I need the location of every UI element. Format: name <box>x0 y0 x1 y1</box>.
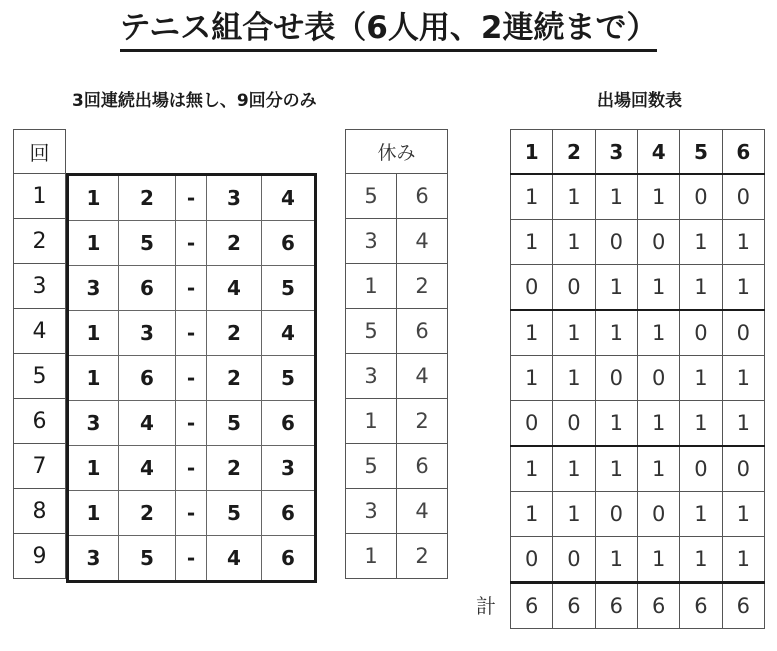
rest-row <box>346 309 448 354</box>
count-cell: 0 <box>595 356 637 401</box>
count-cell: 0 <box>637 356 679 401</box>
rest-player: 2 <box>397 534 448 579</box>
rest-player: 5 <box>346 444 397 489</box>
counts-table-title: 出場回数表 <box>597 91 682 111</box>
match-row <box>68 446 316 491</box>
pair-b-player-2: 6 <box>262 536 316 582</box>
round-cell: 5 <box>14 354 66 399</box>
count-cell: 1 <box>553 446 595 492</box>
round-header: 回 <box>14 130 66 174</box>
count-cell: 0 <box>722 446 764 492</box>
rest-player: 1 <box>346 399 397 444</box>
count-cell: 1 <box>637 310 679 356</box>
pair-b-player-1: 5 <box>207 401 262 446</box>
versus-separator: - <box>176 175 207 221</box>
count-cell: 1 <box>595 446 637 492</box>
pair-a-player-1: 1 <box>68 446 119 491</box>
round-cell: 2 <box>14 219 66 264</box>
rest-row <box>346 219 448 264</box>
rest-player: 4 <box>397 354 448 399</box>
count-cell: 1 <box>637 537 679 583</box>
pair-b-player-1: 2 <box>207 356 262 401</box>
count-cell: 0 <box>511 537 553 583</box>
count-cell: 1 <box>511 492 553 537</box>
count-row <box>511 492 765 537</box>
count-cell: 1 <box>511 174 553 220</box>
total-cell: 6 <box>511 583 553 629</box>
rest-player: 1 <box>346 534 397 579</box>
pair-a-player-1: 1 <box>68 311 119 356</box>
versus-separator: - <box>176 311 207 356</box>
rest-row <box>346 264 448 309</box>
match-row <box>68 221 316 266</box>
page-title <box>0 8 777 52</box>
total-cell: 6 <box>637 583 679 629</box>
round-cell: 1 <box>14 174 66 219</box>
count-cell: 0 <box>553 265 595 311</box>
total-cell: 6 <box>722 583 764 629</box>
count-row <box>511 537 765 583</box>
player-header: 4 <box>637 130 679 175</box>
rest-row <box>346 174 448 219</box>
player-header: 2 <box>553 130 595 175</box>
match-row <box>68 311 316 356</box>
appearance-count-table <box>510 129 765 629</box>
pair-b-player-1: 2 <box>207 446 262 491</box>
pair-a-player-2: 4 <box>119 446 176 491</box>
pair-a-player-1: 1 <box>68 491 119 536</box>
count-cell: 0 <box>680 310 722 356</box>
rest-player: 5 <box>346 309 397 354</box>
round-cell: 8 <box>14 489 66 534</box>
match-row <box>68 266 316 311</box>
rest-player: 5 <box>346 174 397 219</box>
player-header: 5 <box>680 130 722 175</box>
count-cell: 0 <box>722 310 764 356</box>
count-cell: 1 <box>680 220 722 265</box>
pair-a-player-1: 3 <box>68 401 119 446</box>
count-cell: 1 <box>595 310 637 356</box>
pair-b-player-2: 6 <box>262 221 316 266</box>
rest-header: 休み <box>346 130 448 174</box>
versus-separator: - <box>176 401 207 446</box>
count-cell: 1 <box>637 265 679 311</box>
pair-b-player-1: 4 <box>207 266 262 311</box>
count-row <box>511 446 765 492</box>
rest-row <box>346 534 448 579</box>
count-cell: 1 <box>722 220 764 265</box>
match-row <box>68 356 316 401</box>
pair-a-player-2: 2 <box>119 175 176 221</box>
subtitle: 3回連続出場は無し、9回分のみ <box>72 91 317 111</box>
pair-a-player-1: 1 <box>68 356 119 401</box>
count-cell: 0 <box>595 220 637 265</box>
count-cell: 1 <box>680 537 722 583</box>
versus-separator: - <box>176 221 207 266</box>
count-cell: 1 <box>553 310 595 356</box>
pair-b-player-1: 5 <box>207 491 262 536</box>
rest-player: 3 <box>346 354 397 399</box>
pair-b-player-1: 4 <box>207 536 262 582</box>
rest-row <box>346 354 448 399</box>
count-cell: 1 <box>511 220 553 265</box>
count-cell: 1 <box>680 265 722 311</box>
rest-player: 1 <box>346 264 397 309</box>
pair-b-player-2: 4 <box>262 175 316 221</box>
count-cell: 1 <box>595 265 637 311</box>
pair-b-player-2: 6 <box>262 401 316 446</box>
pair-a-player-2: 6 <box>119 266 176 311</box>
count-cell: 0 <box>722 174 764 220</box>
pair-b-player-2: 5 <box>262 356 316 401</box>
count-cell: 1 <box>553 492 595 537</box>
count-cell: 1 <box>680 356 722 401</box>
count-row <box>511 310 765 356</box>
count-cell: 1 <box>511 356 553 401</box>
player-header: 1 <box>511 130 553 175</box>
count-cell: 1 <box>511 446 553 492</box>
pair-a-player-1: 1 <box>68 175 119 221</box>
count-cell: 1 <box>637 446 679 492</box>
match-row <box>68 536 316 582</box>
count-cell: 1 <box>722 401 764 447</box>
rest-row <box>346 444 448 489</box>
count-cell: 0 <box>680 446 722 492</box>
count-cell: 1 <box>595 174 637 220</box>
total-row <box>511 583 765 629</box>
round-cell: 4 <box>14 309 66 354</box>
player-header: 6 <box>722 130 764 175</box>
count-cell: 1 <box>722 537 764 583</box>
count-cell: 0 <box>511 401 553 447</box>
pair-a-player-2: 2 <box>119 491 176 536</box>
pair-a-player-2: 3 <box>119 311 176 356</box>
count-cell: 0 <box>553 537 595 583</box>
count-cell: 1 <box>722 492 764 537</box>
pair-a-player-1: 1 <box>68 221 119 266</box>
versus-separator: - <box>176 356 207 401</box>
count-cell: 0 <box>637 220 679 265</box>
pair-a-player-1: 3 <box>68 536 119 582</box>
rest-player: 2 <box>397 264 448 309</box>
pair-b-player-1: 3 <box>207 175 262 221</box>
count-cell: 1 <box>553 174 595 220</box>
pair-a-player-2: 5 <box>119 221 176 266</box>
count-cell: 0 <box>553 401 595 447</box>
count-cell: 1 <box>637 174 679 220</box>
versus-separator: - <box>176 491 207 536</box>
versus-separator: - <box>176 536 207 582</box>
round-cell: 6 <box>14 399 66 444</box>
match-table <box>66 173 317 583</box>
total-cell: 6 <box>553 583 595 629</box>
pair-b-player-2: 4 <box>262 311 316 356</box>
rest-player: 3 <box>346 219 397 264</box>
count-cell: 0 <box>511 265 553 311</box>
pair-b-player-2: 6 <box>262 491 316 536</box>
pair-b-player-1: 2 <box>207 311 262 356</box>
count-row <box>511 356 765 401</box>
count-row <box>511 174 765 220</box>
rest-table <box>345 129 448 579</box>
count-cell: 1 <box>722 356 764 401</box>
count-cell: 0 <box>595 492 637 537</box>
count-cell: 1 <box>680 492 722 537</box>
count-cell: 1 <box>722 265 764 311</box>
rest-player: 4 <box>397 489 448 534</box>
total-cell: 6 <box>680 583 722 629</box>
round-cell: 7 <box>14 444 66 489</box>
pair-a-player-2: 4 <box>119 401 176 446</box>
count-row <box>511 220 765 265</box>
count-row <box>511 265 765 311</box>
rest-row <box>346 399 448 444</box>
player-header: 3 <box>595 130 637 175</box>
rest-player: 6 <box>397 309 448 354</box>
pair-b-player-2: 3 <box>262 446 316 491</box>
count-cell: 1 <box>553 356 595 401</box>
pair-b-player-1: 2 <box>207 221 262 266</box>
count-cell: 0 <box>680 174 722 220</box>
count-cell: 0 <box>637 492 679 537</box>
count-cell: 1 <box>595 537 637 583</box>
count-cell: 1 <box>595 401 637 447</box>
versus-separator: - <box>176 446 207 491</box>
count-cell: 1 <box>511 310 553 356</box>
page-title-text: テニス組合せ表（6人用、2連続まで） <box>120 8 658 52</box>
count-cell: 1 <box>553 220 595 265</box>
pair-a-player-2: 5 <box>119 536 176 582</box>
rest-player: 6 <box>397 444 448 489</box>
rest-player: 3 <box>346 489 397 534</box>
rest-player: 6 <box>397 174 448 219</box>
match-row <box>68 401 316 446</box>
count-cell: 1 <box>637 401 679 447</box>
count-cell: 1 <box>680 401 722 447</box>
rest-player: 4 <box>397 219 448 264</box>
match-row <box>68 175 316 221</box>
round-number-table <box>13 129 66 579</box>
total-label: 計 <box>476 594 496 618</box>
versus-separator: - <box>176 266 207 311</box>
total-cell: 6 <box>595 583 637 629</box>
round-cell: 9 <box>14 534 66 579</box>
rest-player: 2 <box>397 399 448 444</box>
match-row <box>68 491 316 536</box>
count-row <box>511 401 765 447</box>
round-cell: 3 <box>14 264 66 309</box>
rest-row <box>346 489 448 534</box>
pair-a-player-1: 3 <box>68 266 119 311</box>
player-header-row <box>511 130 765 175</box>
pair-a-player-2: 6 <box>119 356 176 401</box>
pair-b-player-2: 5 <box>262 266 316 311</box>
